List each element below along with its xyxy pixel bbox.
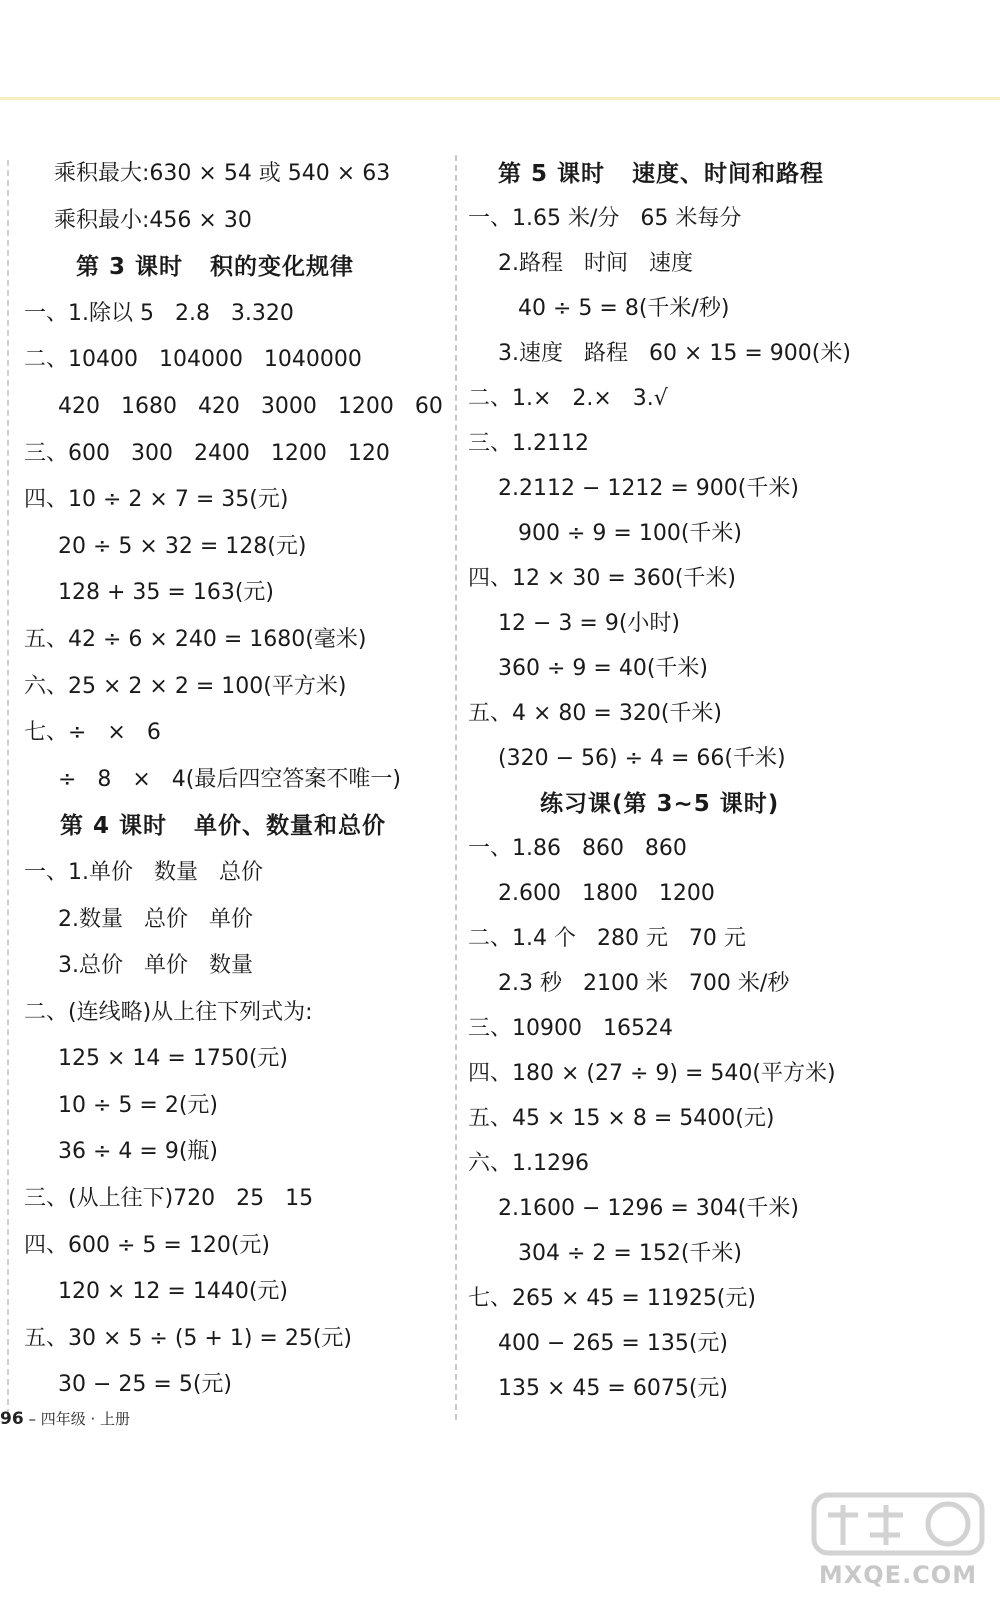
left-answer-line: 三、(从上往下)720 25 15 <box>24 1186 314 1212</box>
right-answer-line: 二、1.4 个 280 元 70 元 <box>468 926 746 951</box>
right-answer-line: 900 ÷ 9 = 100(千米) <box>518 521 742 546</box>
page-number: 96 <box>0 1409 24 1429</box>
margin-dash-line <box>7 160 9 1415</box>
left-answer-line: 20 ÷ 5 × 32 = 128(元) <box>58 533 307 559</box>
right-section-heading: 练习课(第 3~5 课时) <box>540 791 780 817</box>
left-answer-line: 五、42 ÷ 6 × 240 = 1680(毫米) <box>24 626 367 652</box>
left-answer-line: 120 × 12 = 1440(元) <box>58 1279 288 1305</box>
left-column <box>24 158 444 1416</box>
right-column <box>468 158 988 1418</box>
left-answer-line: 一、1.单价 数量 总价 <box>24 859 263 885</box>
right-answer-line: 四、180 × (27 ÷ 9) = 540(平方米) <box>468 1061 836 1086</box>
left-section-heading: 第 4 课时 单价、数量和总价 <box>60 813 387 840</box>
left-answer-line: 乘积最大:630 × 54 或 540 × 63 <box>54 161 391 186</box>
grade-label: 四年级 · 上册 <box>40 1410 131 1428</box>
right-section-heading: 第 5 课时 速度、时间和路程 <box>498 161 825 187</box>
left-answer-line: 四、10 ÷ 2 × 7 = 35(元) <box>24 487 289 513</box>
right-answer-line: 360 ÷ 9 = 40(千米) <box>498 656 708 681</box>
left-answer-line: 3.总价 单价 数量 <box>58 953 253 979</box>
left-answer-line: 二、(连线略)从上往下列式为: <box>24 999 313 1025</box>
left-answer-line: 六、25 × 2 × 2 = 100(平方米) <box>24 673 347 699</box>
right-answer-line: 六、1.1296 <box>468 1151 589 1176</box>
right-answer-line: 2.路程 时间 速度 <box>498 251 693 276</box>
page-footer <box>0 1408 130 1429</box>
watermark-mark-icon <box>808 1485 988 1565</box>
right-answer-line: 3.速度 路程 60 × 15 = 900(米) <box>498 341 851 366</box>
left-answer-line: 420 1680 420 3000 1200 60 <box>58 393 443 419</box>
left-answer-line: 10 ÷ 5 = 2(元) <box>58 1092 218 1118</box>
left-answer-line: 三、600 300 2400 1200 120 <box>24 440 390 466</box>
right-answer-line: 二、1.× 2.× 3.√ <box>468 386 668 411</box>
left-section-heading: 第 3 课时 积的变化规律 <box>76 254 355 281</box>
right-answer-line: 一、1.86 860 860 <box>468 836 687 861</box>
right-answer-line: 12 − 3 = 9(小时) <box>498 611 680 636</box>
right-answer-line: 2.600 1800 1200 <box>498 881 715 906</box>
left-answer-line: 四、600 ÷ 5 = 120(元) <box>24 1232 270 1258</box>
left-answer-line: 七、÷ × 6 <box>24 720 161 746</box>
column-divider <box>455 155 457 1420</box>
left-answer-line: 乘积最小:456 × 30 <box>54 207 252 233</box>
watermark-text: MXQE.COM <box>818 1561 978 1589</box>
left-answer-line: 二、10400 104000 1040000 <box>24 347 362 373</box>
left-answer-line: 128 + 35 = 163(元) <box>58 580 274 606</box>
right-answer-line: 2.3 秒 2100 米 700 米/秒 <box>498 971 790 996</box>
right-answer-line: 五、4 × 80 = 320(千米) <box>468 701 722 726</box>
left-answer-line: ÷ 8 × 4(最后四空答案不唯一) <box>58 766 401 792</box>
right-answer-line: 三、10900 16524 <box>468 1016 673 1041</box>
right-answer-line: 五、45 × 15 × 8 = 5400(元) <box>468 1106 775 1131</box>
right-answer-line: 一、1.65 米/分 65 米每分 <box>468 206 742 231</box>
right-answer-line: 三、1.2112 <box>468 431 589 456</box>
right-answer-line: 400 − 265 = 135(元) <box>498 1331 728 1356</box>
left-answer-line: 36 ÷ 4 = 9(瓶) <box>58 1139 218 1165</box>
right-answer-line: 2.2112 − 1212 = 900(千米) <box>498 476 799 501</box>
right-answer-line: 七、265 × 45 = 11925(元) <box>468 1286 756 1311</box>
right-answer-line: 135 × 45 = 6075(元) <box>498 1376 728 1401</box>
right-answer-line: 四、12 × 30 = 360(千米) <box>468 566 736 591</box>
watermark-logo <box>808 1485 988 1595</box>
right-answer-line: (320 − 56) ÷ 4 = 66(千米) <box>498 746 786 771</box>
left-answer-line: 五、30 × 5 ÷ (5 + 1) = 25(元) <box>24 1325 352 1351</box>
left-answer-line: 2.数量 总价 单价 <box>58 906 253 932</box>
footer-dash: – <box>28 1410 36 1428</box>
right-answer-line: 304 ÷ 2 = 152(千米) <box>518 1241 742 1266</box>
left-answer-line: 125 × 14 = 1750(元) <box>58 1046 288 1072</box>
right-answer-line: 40 ÷ 5 = 8(千米/秒) <box>518 296 730 321</box>
left-answer-line: 30 − 25 = 5(元) <box>58 1372 232 1398</box>
right-answer-line: 2.1600 − 1296 = 304(千米) <box>498 1196 799 1221</box>
left-answer-line: 一、1.除以 5 2.8 3.320 <box>24 300 294 326</box>
top-rule <box>0 97 1000 100</box>
